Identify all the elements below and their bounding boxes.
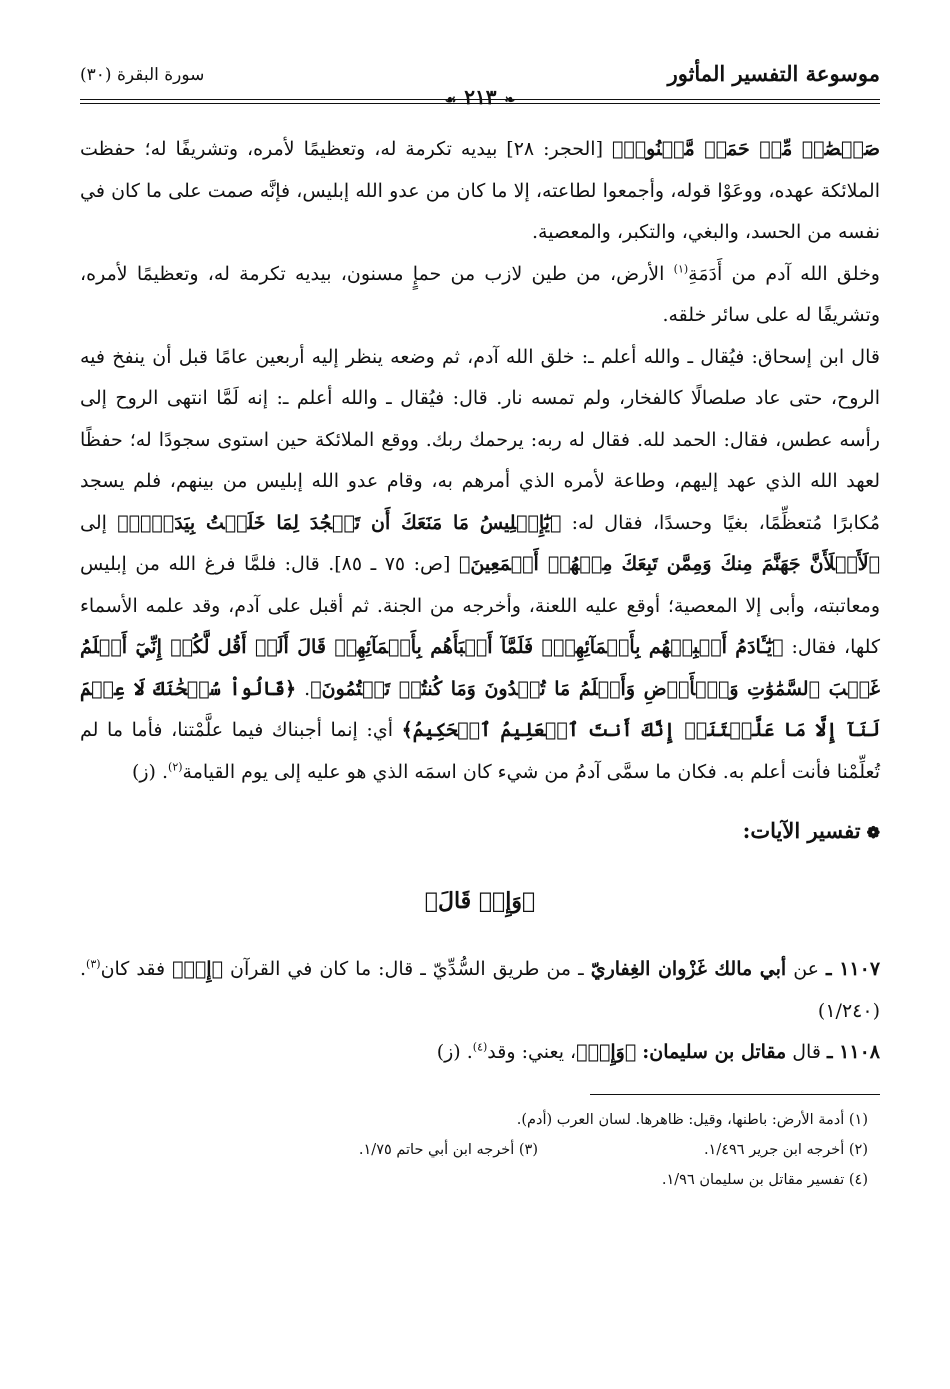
text-segment: أي: إنما أجبناك فيما علَّمْتنا، فأما ما لم تُعلِّمْنا فأنت أعلم به. فكان ما سمَّى آدمُ من شيء كان اسمَه الذي هو عليه إلى يوم القيامة [80,719,880,783]
text-segment: . (١/٢٤٠) [80,958,880,1022]
text-segment: . (ز) [131,760,169,783]
quran-quote: ﴿لَأَمۡلَأَنَّ جَهَنَّمَ مِنكَ وَمِمَّن تَبِعَكَ مِنۡهُمۡ أَجۡمَعِينَ﴾ [458,553,880,575]
main-text [80,129,880,793]
book-title: موسوعة التفسير المأثور [667,61,880,86]
footnote-4: (٤) تفسير مقاتل بن سليمان ١/٩٦. [661,1171,868,1188]
paragraph [80,254,880,337]
quran-quote: ﴿إِذۡ﴾ [172,958,223,980]
narration-number: ١١٠٨ ـ [826,1041,880,1063]
narrator-name: أبي مالك غَزْوان الغِفاريّ [590,958,787,980]
surah-name: سورة البقرة [116,65,205,85]
surah-label [80,65,204,85]
footnote-ref[interactable]: (٣) [86,957,101,971]
text-segment: الأرض، من طين لازب من حمإٍ مسنون، بيديه تكرمة له، وتعظيمًا لأمره، وتشريفًا له على سائر خلقه. [80,262,880,326]
text-segment: وخلق الله آدم من أَدَمَةِ [688,262,880,285]
book-page [80,55,880,1195]
quran-quote: صَلۡصَٰلٖ مِّنۡ حَمَإٖ مَّسۡنُونٖ﴾ [611,138,880,160]
section-title-text: تفسير الآيات: [742,818,861,843]
text-segment: ، يعني: وقد [487,1041,577,1063]
narration-entry [80,1032,880,1074]
text-segment: فقد كان [100,958,166,980]
footnote-3: (٣) أخرجه ابن أبي حاتم ١/٧٥. [358,1141,538,1158]
header-rule [80,99,880,100]
flower-icon: ❁ [866,823,880,842]
section-title [80,811,880,851]
surah-verse: (٣٠) [80,65,112,85]
footnote-divider [590,1094,880,1095]
text-segment: [ص: ٧٥ ـ ٨٥]. قال: فلمَّا فرغ الله من إبليس ومعاتبته، وأبى إلا المعصية؛ أوقع عليه اللعنة، وأخرجه من الجنة. ثم أقبل على آدم، وقد علمه الأسماء كلها، فقال: [80,553,881,658]
ornament-icon: ☙ [444,93,457,108]
footnote-ref[interactable]: (١) [673,262,689,276]
text-segment: [الحجر: ٢٨] بيديه تكرمة له، وتعظيمًا لأمره، وتشريفًا له؛ حفظت الملائكة عهده، ووعَوْا قوله، وأجمعوا لطاعته، إلا ما كان من عدو الله إبليس، فإنَّه صمت على ما كان في نفسه من الحسد، والبغي، والتكبر، والمعصية. [80,138,880,243]
quran-quote: ﴿يَٰٓإِبۡلِيسُ مَا مَنَعَكَ أَن تَسۡجُدَ لِمَا خَلَقۡتُ بِيَدَيَّۖ﴾ [117,511,562,534]
text-segment: ـ من طريق السُّدِّيّ ـ قال: ما كان في القرآن [230,958,584,980]
running-header [80,55,880,109]
ornament-icon: ❧ [504,93,516,108]
verse-heading: ﴿وَإِذۡ قَالَ﴾ [424,888,536,914]
header-rule-thin [80,103,880,104]
text-segment: عن [793,958,820,980]
quran-quote: ﴿يَٰٓـَٔادَمُ أَنۢبِئۡهُم بِأَسۡمَآئِهِمۡۖ فَلَمَّآ أَنۢبَأَهُم بِأَسۡمَآئِهِمۡ قَالَ أَلَمۡ أَقُل لَّكُمۡ إِنِّيٓ أَعۡلَمُ غَيۡبَ ٱلسَّمَٰوَٰتِ وَٱلۡأَرۡضِ وَأَعۡلَمُ مَا تُبۡدُونَ وَمَا كُنتُمۡ تَكۡتُمُونَ﴾ [80,636,880,700]
footnote-2: (٢) أخرجه ابن جرير ١/٤٩٦. [703,1141,868,1158]
quran-quote: ﴿وَإِذۡ﴾ [576,1041,637,1063]
paragraph [80,337,880,794]
footnote-ref[interactable]: (٢) [168,760,183,774]
text-segment: . (ز) [436,1041,473,1063]
quran-quote: ﴿قَالُواْ سُبۡحَٰنَكَ لَا عِلۡمَ لَنَآ إِلَّا مَا عَلَّمۡتَنَآۖ إِنَّكَ أَنتَ ٱلۡعَلِيمُ ٱلۡحَكِيمُ﴾ [80,677,880,741]
footnotes [80,1105,880,1195]
narration-number: ١١٠٧ ـ [826,958,881,980]
page-number-block [80,85,880,109]
footnote-ref[interactable]: (٤) [472,1040,488,1054]
text-segment: . [304,677,311,700]
text-segment: قال ابن إسحاق: فيُقال ـ والله أعلم ـ: خلق الله آدم، ثم وضعه ينظر إليه أربعين عامًا قبل أن ينفخ فيه الروح، حتى عاد صلصالًا كالفخار، ولم تمسه نار. قال: فيُقال ـ والله أعلم ـ: إنه لَمَّا انتهى الروح إلى رأسه عطس، فقال: الحمد لله. فقال له ربه: يرحمك ربك. ووقع الملائكة حين استوى سجودًا له؛ حفظًا لعهد الله الذي عهد إليهم، وطاعة لأمره الذي أمرهم به، وقام عدو الله إبليس من بينهم، فلم يسجد مُكابرًا مُتعظِّمًا، بغيًا وحسدًا، فقال له: [80,345,880,534]
footnote-row [80,1135,868,1165]
paragraph [80,129,880,254]
page-number: ٢١٣ [464,85,497,109]
footnote-1: (١) أدمة الأرض: باطنها، وقيل: ظاهرها. لسان العرب (أدم). [516,1111,868,1128]
text-segment: إلى [80,511,107,534]
narration-entry [80,949,880,1032]
narrator-name: مقاتل بن سليمان: [642,1041,787,1063]
text-segment: قال [792,1041,821,1063]
